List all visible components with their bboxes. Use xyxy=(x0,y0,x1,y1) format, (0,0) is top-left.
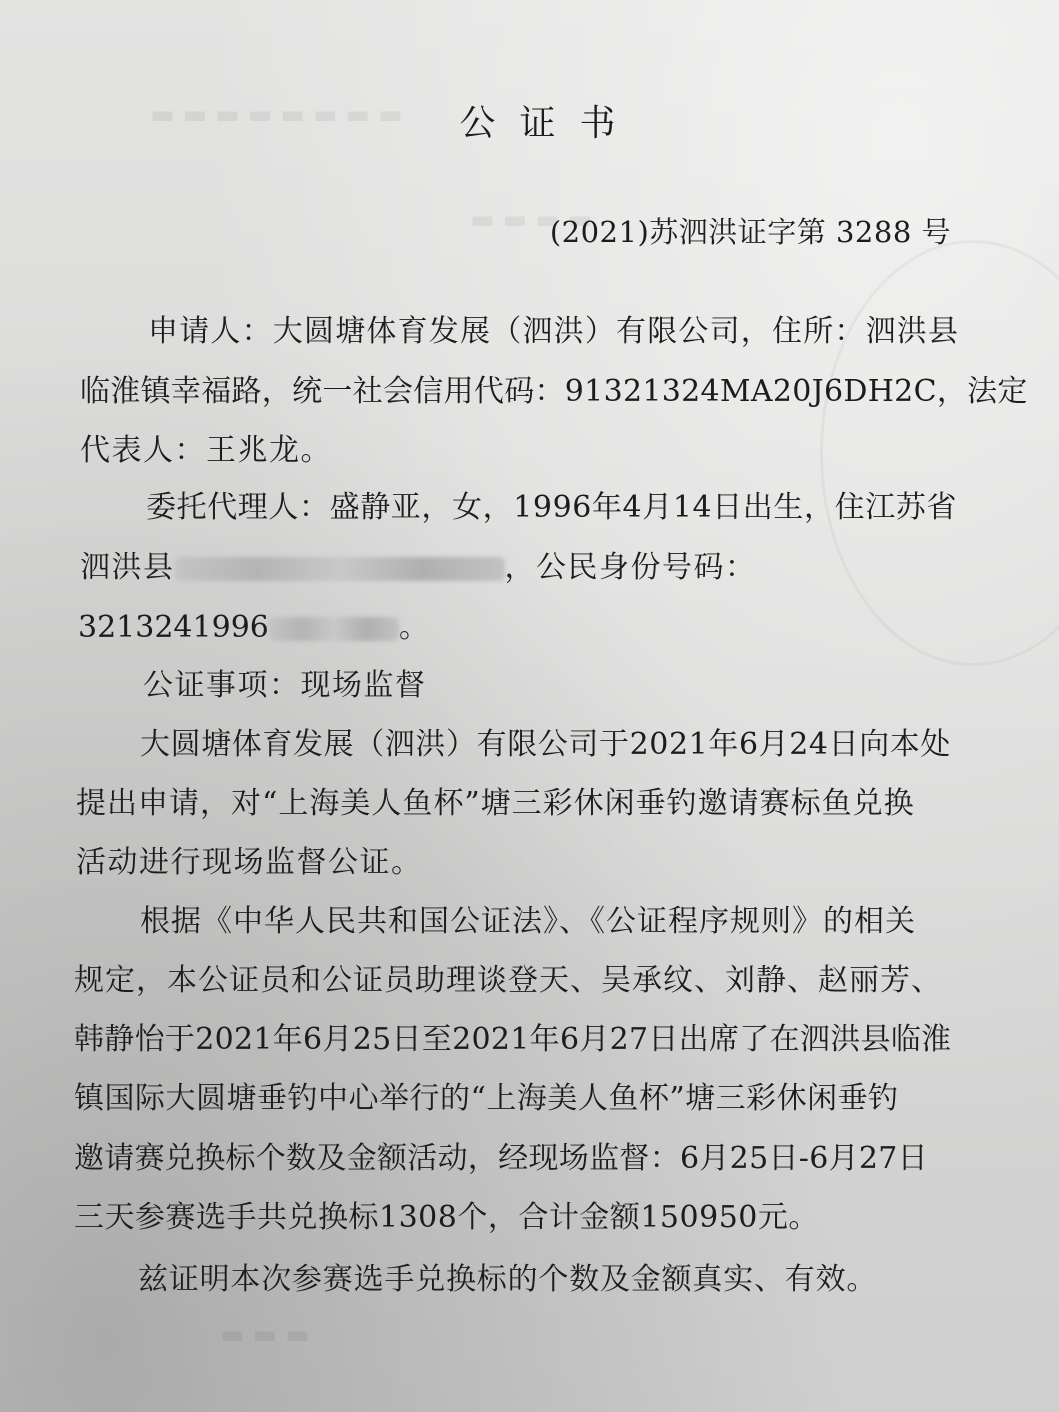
faint-seal-impression xyxy=(820,240,1059,666)
basis-line-2: 规定，本公证员和公证员助理谈登天、吴承纹、刘静、赵丽芳、 xyxy=(74,963,942,998)
application-line-1: 大圆塘体育发展（泗洪）有限公司于2021年6月24日向本处 xyxy=(140,727,952,762)
agent-address-prefix: 泗洪县 xyxy=(80,550,175,585)
basis-line-3: 韩静怡于2021年6月25日至2021年6月27日出席了在泗洪县临淮 xyxy=(74,1022,952,1057)
applicant-line-1: 申请人：大圆塘体育发展（泗洪）有限公司，住所：泗洪县 xyxy=(148,314,960,349)
notary-matter: 公证事项：现场监督 xyxy=(143,668,427,703)
basis-line-1: 根据《中华人民共和国公证法》、《公证程序规则》的相关 xyxy=(140,904,916,939)
redacted-id-number xyxy=(269,617,399,641)
applicant-line-2: 临淮镇幸福路，统一社会信用代码：91321324MA20J6DH2C，法定 xyxy=(80,374,1028,409)
document-title: 公证书 xyxy=(459,103,640,144)
basis-line-6: 三天参赛选手共兑换标1308个，合计金额150950元。 xyxy=(74,1200,819,1235)
agent-id-end: 。 xyxy=(398,610,429,645)
agent-line-3 xyxy=(78,610,429,646)
document-number: (2021)苏泗洪证字第 3288 号 xyxy=(549,215,951,249)
agent-id-label: ，公民身份号码： xyxy=(504,550,757,585)
bleed-through-text: ▬▬▬▬ xyxy=(470,205,601,235)
basis-line-4: 镇国际大圆塘垂钓中心举行的“上海美人鱼杯”塘三彩休闲垂钓 xyxy=(74,1081,899,1116)
basis-line-5: 邀请赛兑换标个数及金额活动，经现场监督：6月25日-6月27日 xyxy=(74,1141,928,1176)
agent-line-1: 委托代理人：盛静亚，女，1996年4月14日出生，住江苏省 xyxy=(146,490,958,525)
agent-id-prefix: 3213241996 xyxy=(78,610,269,645)
application-line-3: 活动进行现场监督公证。 xyxy=(76,845,423,880)
bleed-through-text: ▬▬▬ xyxy=(220,1320,318,1350)
certification-statement: 兹证明本次参赛选手兑换标的个数及金额真实、有效。 xyxy=(138,1262,878,1297)
applicant-line-3: 代表人：王兆龙。 xyxy=(80,433,332,468)
redacted-address xyxy=(175,557,505,581)
application-line-2: 提出申请，对“上海美人鱼杯”塘三彩休闲垂钓邀请赛标鱼兑换 xyxy=(76,786,915,821)
bleed-through-text: ▬▬▬▬▬▬▬▬ xyxy=(150,100,411,130)
agent-line-2 xyxy=(80,550,757,586)
